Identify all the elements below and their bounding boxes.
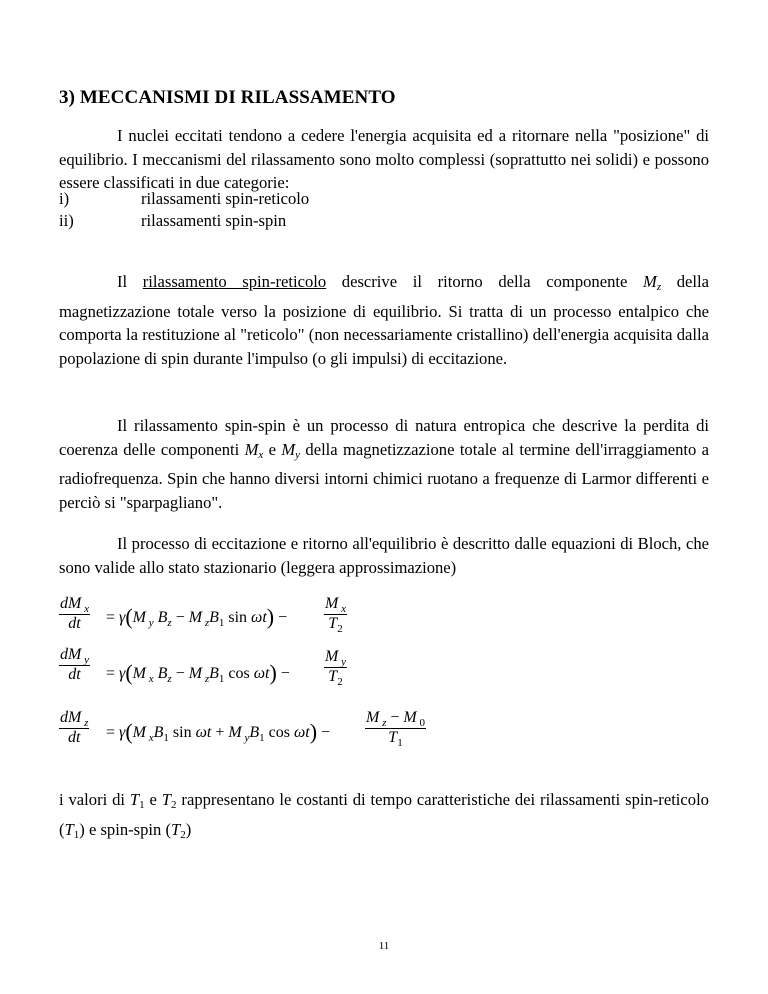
paragraph-spin-lattice <box>59 270 709 370</box>
fraction: dM $_y$ dt <box>60 646 89 683</box>
list-item-number: i) <box>59 189 70 208</box>
symbol-m: M <box>643 272 657 291</box>
text-run: della magnetizzazione totale verso la posizione di equilibrio. Si tratta di un processo entalpico che comporta la restituzione al "reticolo" (non necessariamente cristallino) dell'energia acquisita dalla popolazione di spin durante l'impulso (o gli impulsi) di eccitazione. <box>59 272 709 368</box>
text-run: descrive il ritorno della componente <box>326 272 643 291</box>
equation-body: = γ(M $_x$ $B_z - M$ $_zB_1$ cos ωt) − <box>106 660 290 685</box>
symbol-t: T <box>170 819 181 839</box>
paragraph-bloch: Il processo di eccitazione e ritorno all'equilibrio è descritto dalle equazioni di Bloch, che sono valide allo stato stazionario (leggera approssimazione) <box>59 534 709 577</box>
text-run: Il rilassamento spin-spin è un processo di natura entropica che descrive la perdita di coerenza delle componenti <box>59 416 709 459</box>
subscript: y <box>295 448 301 461</box>
text-run: ) e spin-spin ( <box>79 819 171 839</box>
list-item-text: rilassamenti spin-spin <box>141 211 287 230</box>
symbol-m: M <box>244 439 259 459</box>
subscript: 1 <box>139 799 145 811</box>
subscript: 2 <box>180 828 186 841</box>
symbol-t: T <box>161 790 172 809</box>
text-run: ) <box>185 819 192 839</box>
text-run: e <box>263 439 282 459</box>
text-run: rappresentano le costanti di tempo caratteristiche dei rilassamenti spin-reticolo ( <box>59 790 709 839</box>
paragraph-intro: I nuclei eccitati tendono a cedere l'energia acquisita ed a ritornare nella "posizione" di equilibrio. I meccanismi del rilassamento sono molto complessi (soprattutto nei solidi) e possono essere classificati in due categorie: <box>59 126 709 192</box>
fraction: M $_y$ $T_2$ <box>325 648 346 688</box>
section-heading: 3) MECCANISMI DI RILASSAMENTO <box>59 87 396 108</box>
subscript: x <box>258 448 264 461</box>
relaxation-list <box>59 188 309 232</box>
paragraph-spin-spin <box>59 414 709 514</box>
list-item-text: rilassamenti spin-reticolo <box>141 189 310 208</box>
paragraph-constants <box>59 788 709 847</box>
fraction: M $_z$ − M $_0$ $T_1$ <box>366 709 425 749</box>
fraction: dM $_x$ dt <box>60 595 89 632</box>
list-item-number: ii) <box>59 211 74 230</box>
subscript: 2 <box>171 799 177 811</box>
list-item <box>59 188 309 210</box>
symbol-t: T <box>64 819 74 839</box>
equation-body: = γ(M $_y$ $B_z - M$ $_zB_1$ sin ωt) − <box>106 604 288 629</box>
subscript: z <box>656 281 662 293</box>
text-run: Il <box>117 272 143 291</box>
page-number: 11 <box>378 940 390 952</box>
list-item <box>59 210 309 232</box>
text-run: i valori di <box>59 790 130 809</box>
fraction: M $_x$ $T_2$ <box>325 595 346 635</box>
underlined-term: rilassamento spin-reticolo <box>142 272 327 291</box>
text-run: della magnetizzazione totale al termine dell'irraggiamento a radiofrequenza. Spin che hanno diversi intorni chimici ruotano a frequenze di Larmor differenti e perciò si "sparpagliano". <box>59 439 710 512</box>
subscript: 1 <box>73 828 80 841</box>
text-run: e <box>144 790 162 809</box>
equation-body: = γ(M $_xB_1$ sin ωt + M $_yB_1$ cos ωt) − <box>106 719 331 744</box>
symbol-m: M <box>281 439 296 459</box>
symbol-t: T <box>129 790 140 809</box>
fraction: dM $_z$ dt <box>60 709 89 746</box>
